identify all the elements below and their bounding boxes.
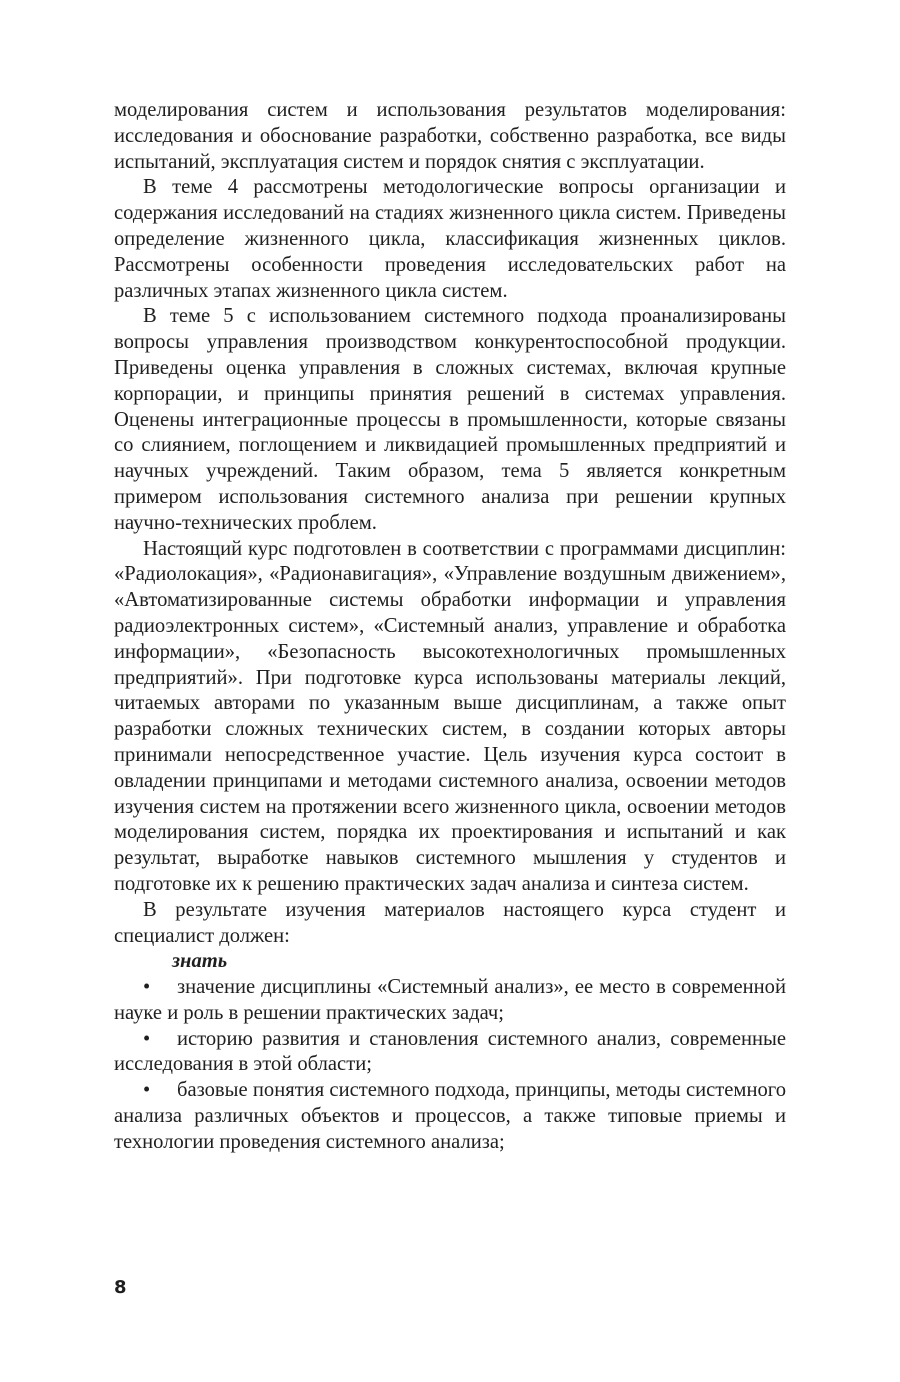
bullet-marker: • [143,1027,151,1050]
bullet-text: историю развития и становления системного анализ, современные исследования в этой области; [114,1027,786,1076]
bullet-marker: • [143,1079,151,1102]
paragraph-course-description: Настоящий курс подготовлен в соответствии с программами дисциплин: «Радиолокация», «Радионавигация», «Управление воздушным движением», «Автоматизированные системы обработки информации и управления радиоэлектронных систем», «Системный анализ, управление и обработка информации», «Безопасность высокотехнологичных промышленных предприятий». При подготовке курса использованы материалы лекций, читаемых авторами по указанным выше дисциплинам, а также опыт разработки сложных технических систем, в создании которых авторы принимали непосредственное участие. Цель изучения курса состоит в овладении принципами и методами системного анализа, освоении методов изучения систем на протяжении всего жизненного цикла, освоении методов моделирования систем, порядка их проектирования и испытаний и как результат, выработке навыков системного мышления у студентов и подготовке их к решению практических задач анализа и синтеза систем. [114,537,786,895]
paragraph-topic-4: В теме 4 рассмотрены методологические вопросы организации и содержания исследований на стадиях жизненного цикла систем. Приведены определение жизненного цикла, классификация жизненных циклов. Рассмотрены особенности проведения исследовательских работ на различных этапах жизненного цикла систем. [114,176,786,302]
bullet-item [114,975,786,1027]
bullet-text: значение дисциплины «Системный анализ», ее место в современной науке и роль в решении практических задач; [114,976,786,1024]
paragraph-outcomes-intro: В результате изучения материалов настоящего курса студент и специалист должен: [114,898,786,947]
bullet-item [114,1027,786,1079]
bullet-marker: • [143,976,151,999]
paragraph-topic-5: В теме 5 с использованием системного подхода проанализированы вопросы управления производством конкурентоспособной продукции. Приведены оценка управления в сложных системах, включая крупные корпорации, и принципы принятия решений в системах управления. Оценены интеграционные процессы в промышленности, которые связаны со слиянием, поглощением и ликвидацией промышленных предприятий и научных учреждений. Таким образом, тема 5 является конкретным примером использования системного анализа при решении крупных научно-технических проблем. [114,305,786,534]
bullet-item [114,1078,786,1155]
know-heading: знать [172,950,228,973]
bullet-text: базовые понятия системного подхода, принципы, методы системного анализа различных объектов и процессов, а также типовые приемы и технологии проведения системного анализа; [114,1079,786,1153]
page-number: 8 [114,1277,127,1298]
page-body [114,98,786,1156]
paragraph-continuation: моделирования систем и использования результатов моделирования: исследования и обоснование разработки, собственно разработка, все виды испытаний, эксплуатация систем и порядок снятия с эксплуатации. [114,99,786,173]
